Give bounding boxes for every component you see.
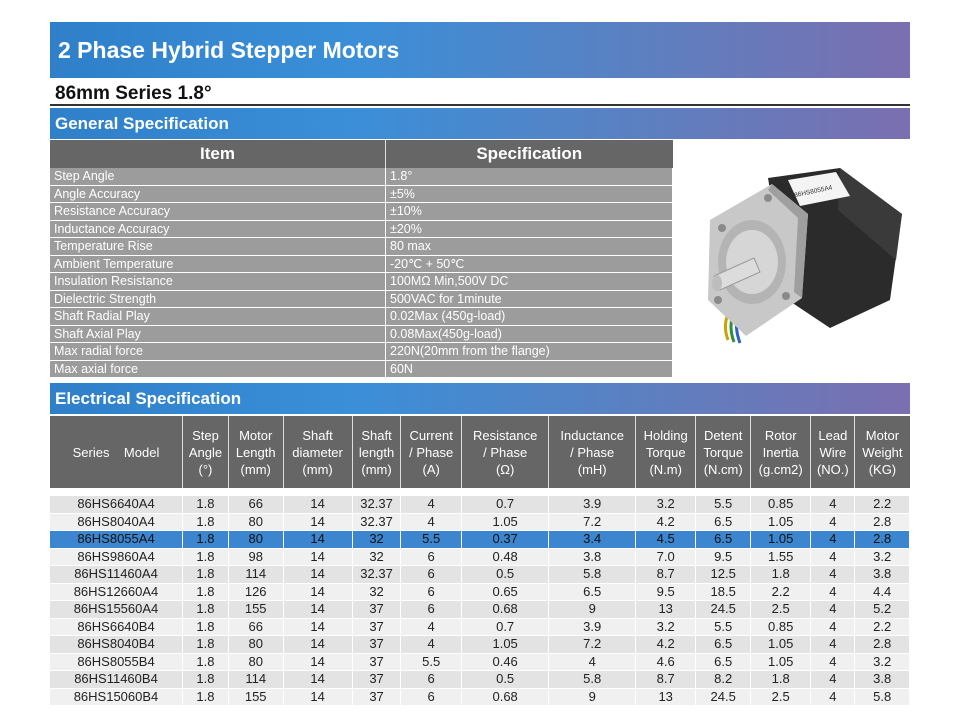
model-cell: 86HS9860A4 bbox=[50, 548, 183, 566]
value-cell: 14 bbox=[283, 513, 352, 531]
electrical-column-header bbox=[352, 416, 401, 492]
general-spec-body bbox=[50, 168, 673, 378]
value-cell: 9 bbox=[549, 601, 636, 619]
value-cell: 1.05 bbox=[751, 653, 811, 671]
value-cell: 2.5 bbox=[751, 601, 811, 619]
value-cell: 114 bbox=[228, 566, 283, 584]
general-spec-row bbox=[50, 360, 673, 378]
spec-item-cell: Dielectric Strength bbox=[50, 290, 386, 308]
general-spec-row bbox=[50, 273, 673, 291]
electrical-column-header bbox=[811, 416, 855, 492]
header-line: (°) bbox=[198, 461, 213, 477]
electrical-row bbox=[50, 601, 910, 619]
value-cell: 32.37 bbox=[352, 492, 401, 513]
value-cell: 37 bbox=[352, 653, 401, 671]
electrical-row bbox=[50, 566, 910, 584]
header-line: Rotor bbox=[764, 427, 797, 443]
electrical-row bbox=[50, 653, 910, 671]
spec-item-cell: Resistance Accuracy bbox=[50, 203, 386, 221]
motor-label-text: 86HS8055A4 bbox=[793, 184, 834, 200]
spec-item-cell: Insulation Resistance bbox=[50, 273, 386, 291]
header-line: Motor bbox=[239, 427, 273, 443]
value-cell: 4.5 bbox=[635, 531, 695, 549]
electrical-row bbox=[50, 492, 910, 513]
value-cell: 3.2 bbox=[635, 618, 695, 636]
value-cell: 0.7 bbox=[461, 618, 549, 636]
value-cell: 1.8 bbox=[183, 566, 229, 584]
header-line: (A) bbox=[422, 461, 440, 477]
value-cell: 5.5 bbox=[401, 531, 461, 549]
spec-item-cell: Max axial force bbox=[50, 360, 386, 378]
value-cell: 4 bbox=[811, 671, 855, 689]
model-cell: 86HS8040B4 bbox=[50, 636, 183, 654]
header-line: Torque bbox=[703, 444, 744, 460]
spec-value-cell: ±10% bbox=[386, 203, 673, 221]
value-cell: 80 bbox=[228, 531, 283, 549]
value-cell: 32.37 bbox=[352, 566, 401, 584]
value-cell: 37 bbox=[352, 618, 401, 636]
series-title: 86mm Series 1.8° bbox=[55, 83, 212, 104]
electrical-row bbox=[50, 636, 910, 654]
model-cell: 86HS8040A4 bbox=[50, 513, 183, 531]
electrical-column-header bbox=[751, 416, 811, 492]
value-cell: 0.65 bbox=[461, 583, 549, 601]
value-cell: 4 bbox=[401, 492, 461, 513]
spec-item-cell: Max radial force bbox=[50, 343, 386, 361]
value-cell: 1.8 bbox=[183, 513, 229, 531]
value-cell: 6.5 bbox=[549, 583, 636, 601]
value-cell: 32.37 bbox=[352, 513, 401, 531]
value-cell: 12.5 bbox=[696, 566, 751, 584]
value-cell: 6 bbox=[401, 566, 461, 584]
electrical-row bbox=[50, 583, 910, 601]
value-cell: 14 bbox=[283, 653, 352, 671]
value-cell: 66 bbox=[228, 618, 283, 636]
value-cell: 2.2 bbox=[855, 618, 910, 636]
value-cell: 14 bbox=[283, 671, 352, 689]
value-cell: 1.05 bbox=[461, 636, 549, 654]
general-spec-table bbox=[50, 140, 673, 378]
value-cell: 6.5 bbox=[696, 653, 751, 671]
electrical-column-header bbox=[401, 416, 461, 492]
value-cell: 4.2 bbox=[635, 513, 695, 531]
value-cell: 13 bbox=[635, 601, 695, 619]
value-cell: 4.4 bbox=[855, 583, 910, 601]
value-cell: 155 bbox=[228, 601, 283, 619]
value-cell: 18.5 bbox=[696, 583, 751, 601]
header-line: Step bbox=[192, 427, 219, 443]
spec-item-cell: Shaft Radial Play bbox=[50, 308, 386, 326]
header-line: Inductance bbox=[560, 427, 624, 443]
model-cell: 86HS15560A4 bbox=[50, 601, 183, 619]
value-cell: 0.85 bbox=[751, 618, 811, 636]
spec-value-cell: -20℃ + 50℃ bbox=[386, 255, 673, 273]
value-cell: 9 bbox=[549, 688, 636, 706]
spec-value-cell: 220N(20mm from the flange) bbox=[386, 343, 673, 361]
value-cell: 0.5 bbox=[461, 566, 549, 584]
value-cell: 4 bbox=[811, 653, 855, 671]
value-cell: 1.8 bbox=[183, 548, 229, 566]
value-cell: 4 bbox=[811, 513, 855, 531]
value-cell: 7.0 bbox=[635, 548, 695, 566]
spec-value-cell: 0.02Max (450g-load) bbox=[386, 308, 673, 326]
item-column-header: Item bbox=[50, 140, 386, 168]
value-cell: 24.5 bbox=[696, 601, 751, 619]
model-cell: 86HS8055A4 bbox=[50, 531, 183, 549]
value-cell: 1.8 bbox=[751, 566, 811, 584]
spec-item-cell: Temperature Rise bbox=[50, 238, 386, 256]
value-cell: 6 bbox=[401, 601, 461, 619]
header-line: length bbox=[358, 444, 395, 460]
value-cell: 5.2 bbox=[855, 601, 910, 619]
value-cell: 9.5 bbox=[635, 583, 695, 601]
electrical-column-header bbox=[855, 416, 910, 492]
value-cell: 3.2 bbox=[855, 653, 910, 671]
value-cell: 1.8 bbox=[183, 601, 229, 619]
electrical-column-header bbox=[635, 416, 695, 492]
general-spec-heading: General Specification bbox=[55, 114, 229, 133]
spec-value-cell: 0.08Max(450g-load) bbox=[386, 325, 673, 343]
value-cell: 3.2 bbox=[635, 492, 695, 513]
value-cell: 1.8 bbox=[183, 636, 229, 654]
value-cell: 32 bbox=[352, 531, 401, 549]
value-cell: 4 bbox=[811, 636, 855, 654]
value-cell: 9.5 bbox=[696, 548, 751, 566]
value-cell: 24.5 bbox=[696, 688, 751, 706]
model-cell: 86HS8055B4 bbox=[50, 653, 183, 671]
series-divider bbox=[50, 104, 910, 106]
value-cell: 4 bbox=[811, 583, 855, 601]
value-cell: 37 bbox=[352, 601, 401, 619]
spec-item-cell: Inductance Accuracy bbox=[50, 220, 386, 238]
value-cell: 4 bbox=[811, 531, 855, 549]
spec-value-cell: ±5% bbox=[386, 185, 673, 203]
value-cell: 80 bbox=[228, 636, 283, 654]
header-line: Motor bbox=[865, 427, 900, 443]
header-line: (NO.) bbox=[816, 461, 849, 477]
header-line: Shaft bbox=[361, 427, 392, 443]
general-spec-row bbox=[50, 343, 673, 361]
specification-column-header: Specification bbox=[386, 140, 673, 168]
spec-item-cell: Angle Accuracy bbox=[50, 185, 386, 203]
value-cell: 4 bbox=[811, 566, 855, 584]
value-cell: 155 bbox=[228, 688, 283, 706]
header-line: Holding bbox=[643, 427, 688, 443]
header-line: / Phase bbox=[570, 444, 615, 460]
header-line: (g.cm2) bbox=[758, 461, 803, 477]
value-cell: 2.5 bbox=[751, 688, 811, 706]
value-cell: 0.5 bbox=[461, 671, 549, 689]
value-cell: 6 bbox=[401, 688, 461, 706]
value-cell: 6 bbox=[401, 583, 461, 601]
spec-value-cell: 1.8° bbox=[386, 168, 673, 185]
spec-item-cell: Step Angle bbox=[50, 168, 386, 185]
electrical-column-header bbox=[461, 416, 549, 492]
value-cell: 3.2 bbox=[855, 548, 910, 566]
value-cell: 37 bbox=[352, 636, 401, 654]
value-cell: 0.7 bbox=[461, 492, 549, 513]
spec-value-cell: 500VAC for 1minute bbox=[386, 290, 673, 308]
header-line: / Phase bbox=[483, 444, 528, 460]
value-cell: 1.05 bbox=[751, 513, 811, 531]
general-spec-row bbox=[50, 220, 673, 238]
general-spec-row bbox=[50, 203, 673, 221]
electrical-spec-table bbox=[50, 416, 910, 706]
value-cell: 4 bbox=[811, 688, 855, 706]
value-cell: 0.48 bbox=[461, 548, 549, 566]
value-cell: 1.8 bbox=[183, 583, 229, 601]
value-cell: 1.8 bbox=[183, 671, 229, 689]
model-cell: 86HS12660A4 bbox=[50, 583, 183, 601]
stepper-motor-image bbox=[690, 150, 910, 370]
value-cell: 6 bbox=[401, 548, 461, 566]
value-cell: 126 bbox=[228, 583, 283, 601]
value-cell: 2.8 bbox=[855, 531, 910, 549]
value-cell: 14 bbox=[283, 601, 352, 619]
value-cell: 0.46 bbox=[461, 653, 549, 671]
electrical-column-header bbox=[183, 416, 229, 492]
model-cell: 86HS6640A4 bbox=[50, 492, 183, 513]
header-line: (mm) bbox=[240, 461, 271, 477]
value-cell: 1.8 bbox=[183, 653, 229, 671]
value-cell: 1.8 bbox=[183, 531, 229, 549]
spec-value-cell: 100MΩ Min,500V DC bbox=[386, 273, 673, 291]
value-cell: 14 bbox=[283, 492, 352, 513]
electrical-row bbox=[50, 531, 910, 549]
value-cell: 2.8 bbox=[855, 636, 910, 654]
value-cell: 14 bbox=[283, 618, 352, 636]
value-cell: 66 bbox=[228, 492, 283, 513]
value-cell: 80 bbox=[228, 513, 283, 531]
value-cell: 3.4 bbox=[549, 531, 636, 549]
value-cell: 3.9 bbox=[549, 492, 636, 513]
value-cell: 4 bbox=[811, 601, 855, 619]
value-cell: 4.2 bbox=[635, 636, 695, 654]
header-line: (mm) bbox=[361, 461, 392, 477]
header-line: (mH) bbox=[577, 461, 607, 477]
value-cell: 14 bbox=[283, 688, 352, 706]
value-cell: 13 bbox=[635, 688, 695, 706]
electrical-row bbox=[50, 688, 910, 706]
value-cell: 5.8 bbox=[855, 688, 910, 706]
value-cell: 2.2 bbox=[751, 583, 811, 601]
value-cell: 14 bbox=[283, 531, 352, 549]
header-line: (N.m) bbox=[649, 461, 682, 477]
general-spec-row bbox=[50, 255, 673, 273]
value-cell: 3.8 bbox=[855, 671, 910, 689]
spec-value-cell: 80 max bbox=[386, 238, 673, 256]
header-line: Lead bbox=[818, 427, 848, 443]
header-line: Shaft bbox=[302, 427, 333, 443]
value-cell: 14 bbox=[283, 583, 352, 601]
value-cell: 4 bbox=[401, 618, 461, 636]
model-cell: 86HS11460B4 bbox=[50, 671, 183, 689]
value-cell: 80 bbox=[228, 653, 283, 671]
value-cell: 6.5 bbox=[696, 531, 751, 549]
value-cell: 6 bbox=[401, 671, 461, 689]
general-spec-banner bbox=[50, 108, 910, 139]
value-cell: 1.05 bbox=[461, 513, 549, 531]
value-cell: 4 bbox=[401, 513, 461, 531]
value-cell: 14 bbox=[283, 566, 352, 584]
model-cell: 86HS11460A4 bbox=[50, 566, 183, 584]
header-line: (N.cm) bbox=[703, 461, 743, 477]
value-cell: 37 bbox=[352, 671, 401, 689]
header-line: Wire bbox=[819, 444, 847, 460]
spec-value-cell: ±20% bbox=[386, 220, 673, 238]
value-cell: 2.8 bbox=[855, 513, 910, 531]
general-spec-row bbox=[50, 238, 673, 256]
electrical-spec-heading: Electrical Specification bbox=[55, 389, 242, 408]
value-cell: 1.05 bbox=[751, 531, 811, 549]
value-cell: 5.5 bbox=[401, 653, 461, 671]
value-cell: 4 bbox=[811, 618, 855, 636]
header-line: Detent bbox=[704, 427, 743, 443]
header-line: (mm) bbox=[302, 461, 333, 477]
value-cell: 14 bbox=[283, 548, 352, 566]
value-cell: 4 bbox=[811, 548, 855, 566]
value-cell: 8.2 bbox=[696, 671, 751, 689]
value-cell: 0.68 bbox=[461, 688, 549, 706]
value-cell: 6.5 bbox=[696, 513, 751, 531]
value-cell: 32 bbox=[352, 548, 401, 566]
header-line: Torque bbox=[645, 444, 686, 460]
value-cell: 4.6 bbox=[635, 653, 695, 671]
general-spec-row bbox=[50, 325, 673, 343]
value-cell: 32 bbox=[352, 583, 401, 601]
header-line: Series Model bbox=[72, 444, 160, 460]
general-spec-header-row bbox=[50, 140, 673, 168]
value-cell: 4 bbox=[811, 492, 855, 513]
value-cell: 3.9 bbox=[549, 618, 636, 636]
electrical-row bbox=[50, 513, 910, 531]
electrical-header-row bbox=[50, 416, 910, 492]
general-spec-row bbox=[50, 168, 673, 185]
electrical-spec-banner bbox=[50, 383, 910, 414]
header-line: Angle bbox=[188, 444, 223, 460]
header-line: Resistance bbox=[472, 427, 538, 443]
model-cell: 86HS6640B4 bbox=[50, 618, 183, 636]
spec-value-cell: 60N bbox=[386, 360, 673, 378]
value-cell: 37 bbox=[352, 688, 401, 706]
value-cell: 5.8 bbox=[549, 671, 636, 689]
value-cell: 7.2 bbox=[549, 513, 636, 531]
value-cell: 5.5 bbox=[696, 492, 751, 513]
value-cell: 0.85 bbox=[751, 492, 811, 513]
title-banner bbox=[50, 22, 910, 78]
value-cell: 0.68 bbox=[461, 601, 549, 619]
header-line: Weight bbox=[862, 444, 903, 460]
value-cell: 4 bbox=[401, 636, 461, 654]
header-line: diameter bbox=[292, 444, 343, 460]
electrical-column-header bbox=[228, 416, 283, 492]
value-cell: 3.8 bbox=[855, 566, 910, 584]
electrical-column-header bbox=[549, 416, 636, 492]
electrical-column-header bbox=[50, 416, 183, 492]
electrical-column-header bbox=[283, 416, 352, 492]
value-cell: 98 bbox=[228, 548, 283, 566]
value-cell: 1.8 bbox=[751, 671, 811, 689]
electrical-row bbox=[50, 618, 910, 636]
general-spec-row bbox=[50, 308, 673, 326]
spec-item-cell: Shaft Axial Play bbox=[50, 325, 386, 343]
value-cell: 1.8 bbox=[183, 492, 229, 513]
electrical-row bbox=[50, 671, 910, 689]
header-line: / Phase bbox=[409, 444, 454, 460]
value-cell: 4 bbox=[549, 653, 636, 671]
header-line: Current bbox=[409, 427, 453, 443]
value-cell: 5.5 bbox=[696, 618, 751, 636]
value-cell: 2.2 bbox=[855, 492, 910, 513]
value-cell: 6.5 bbox=[696, 636, 751, 654]
value-cell: 3.8 bbox=[549, 548, 636, 566]
electrical-spec-body bbox=[50, 492, 910, 706]
value-cell: 14 bbox=[283, 636, 352, 654]
value-cell: 7.2 bbox=[549, 636, 636, 654]
spec-item-cell: Ambient Temperature bbox=[50, 255, 386, 273]
value-cell: 1.05 bbox=[751, 636, 811, 654]
header-line: (KG) bbox=[868, 461, 897, 477]
value-cell: 1.8 bbox=[183, 618, 229, 636]
value-cell: 5.8 bbox=[549, 566, 636, 584]
value-cell: 8.7 bbox=[635, 566, 695, 584]
value-cell: 1.55 bbox=[751, 548, 811, 566]
header-line: Inertia bbox=[762, 444, 799, 460]
value-cell: 0.37 bbox=[461, 531, 549, 549]
electrical-row bbox=[50, 548, 910, 566]
value-cell: 1.8 bbox=[183, 688, 229, 706]
general-spec-row bbox=[50, 290, 673, 308]
value-cell: 8.7 bbox=[635, 671, 695, 689]
header-line: (Ω) bbox=[495, 461, 515, 477]
general-spec-row bbox=[50, 185, 673, 203]
page-title: 2 Phase Hybrid Stepper Motors bbox=[58, 37, 400, 63]
model-cell: 86HS15060B4 bbox=[50, 688, 183, 706]
header-line: Length bbox=[235, 444, 276, 460]
electrical-column-header bbox=[696, 416, 751, 492]
value-cell: 114 bbox=[228, 671, 283, 689]
